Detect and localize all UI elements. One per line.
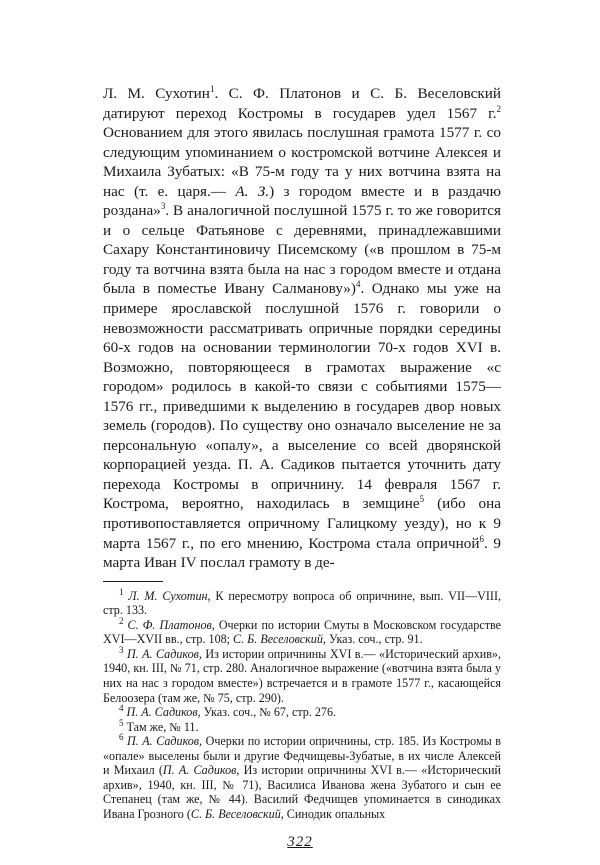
text-segment: Основанием для этого явилась послушная грамота 1577 г. со следующим упоминанием о костромской вотчине Алексея и Михаила Зубатых: «В 75-м году та у них вотчина взята на нас (т. е. царя.— xyxy=(103,124,501,200)
footnote xyxy=(103,717,501,735)
footnote xyxy=(103,734,501,821)
footnote-author: С. Б. Веселовский, xyxy=(233,632,326,647)
footnote-author: С. Б. Веселовский, xyxy=(190,806,284,821)
main-paragraph xyxy=(103,84,501,573)
text-segment: (ибо она противопоставляется опричному Галицкому уезду), но к 9 марта 1567 г., по его мнению, Кострома стала опричной xyxy=(103,495,501,552)
footnote xyxy=(103,644,501,705)
footnote-text: Указ. соч., № 67, стр. 276. xyxy=(200,705,337,720)
footnote-number: 2 xyxy=(119,615,124,626)
footnote-text: Очерки по истории опричнины, стр. 185. Из Костромы в «опале» выселены были и другие Федчищевы-Зубатые, в их числе Алексей и Михаил ( xyxy=(103,734,501,778)
footnote-text: Там же, № 11. xyxy=(123,719,199,734)
footnote-ref: 5 xyxy=(419,494,425,505)
footnote-number: 5 xyxy=(119,717,124,728)
footnote-ref: 2 xyxy=(496,103,501,114)
footnote-divider xyxy=(103,581,163,582)
text-segment: . Однако мы уже на примере ярославской послушной 1576 г. говорили о невозможности рассматривать опричные порядки середины 60-х годов на основании терминологии 70-х годов XVI в. Возможно, повторяющееся в грамотах выражение «с городом» родилось в какой-то связи с событиями 1575—1576 гг., приведшими к выделению в государев двор новых земель (городов). По существу оно означало выселение не за персональную «опалу», а выселение со всей дворянской корпорацией уезда. П. А. Садиков пытается уточнить дату перехода Костромы в опричнину. 14 февраля 1567 г. Кострома, вероятно, находилась в земщине xyxy=(103,280,501,513)
footnote-text: К пересмотру вопроса об опричнине, вып. VII—VIII, стр. 133. xyxy=(103,588,501,618)
footnote-number: 3 xyxy=(119,644,124,655)
footnotes xyxy=(103,586,501,822)
footnote-text: Очерки по истории Смуты в Московском государстве XVI—XVII вв., стр. 108; xyxy=(103,617,501,647)
text-segment: Л. М. Сухотин xyxy=(103,85,210,102)
footnote-author: П. А. Садиков, xyxy=(127,734,203,749)
text-segment: . С. Ф. Платонов и С. Б. Веселовский датируют переход Костромы в государев удел 1567 г. xyxy=(103,85,501,122)
footnote xyxy=(103,705,501,720)
footnote-author: П. А. Садиков, xyxy=(126,646,202,661)
footnote-ref: 6 xyxy=(479,533,484,544)
footnote-number: 4 xyxy=(119,703,124,714)
footnote-text: Из истории опричнины XVI в.— «Исторический архив», 1940, кн. III, № 71), Василиса Иванова жена Зубатого и сын ее Степанец (там же, № 44). Василий Федчищев упоминается в синодиках Ивана Грозного ( xyxy=(103,763,501,821)
footnote-ref: 4 xyxy=(355,279,361,290)
text-segment-italic: А. З. xyxy=(235,182,270,200)
footnote-number: 6 xyxy=(119,732,124,743)
footnote-text: Указ. соч., стр. 91. xyxy=(325,632,423,647)
footnote-ref: 1 xyxy=(209,83,215,94)
footnote-author: С. Ф. Платонов, xyxy=(127,617,215,632)
footnote-text: Синодик опальных xyxy=(283,806,386,821)
footnote-ref: 3 xyxy=(160,201,166,212)
text-segment: ) з городом вместе и в раздачю роздана» xyxy=(103,182,502,220)
footnote xyxy=(103,615,501,647)
footnote-author: П. А. Садиков, xyxy=(126,705,201,720)
text-segment: . В аналогичной послушной 1575 г. то же говорится и о сельце Фатьянове с деревнями, принадлежавшими Сахару Константиновичу Писемскому («в прошлом в 75-м году та вотчина взята была на нас з городом вместе и отдана была в поместье Ивану Салманову») xyxy=(103,202,501,298)
text-segment: . 9 марта Иван IV послал грамоту в де- xyxy=(103,534,501,572)
page-number: 322 xyxy=(287,834,313,850)
footnote xyxy=(103,586,501,618)
footnote-author: П. А. Садиков, xyxy=(162,763,240,778)
footnote-text: Из истории опричнины XVI в.— «Исторический архив», 1940, кн. III, № 71, стр. 280. Аналогичное выражение («вотчина взята была у них на нас з городом вместе») встречается и в грамоте 1577 г., касающейся Белоозера (там же, № 75, стр. 290). xyxy=(103,646,501,705)
footnote-author: Л. М. Сухотин, xyxy=(128,588,211,603)
book-page xyxy=(103,84,501,821)
main-text xyxy=(103,84,501,573)
footnote-number: 1 xyxy=(119,586,124,597)
